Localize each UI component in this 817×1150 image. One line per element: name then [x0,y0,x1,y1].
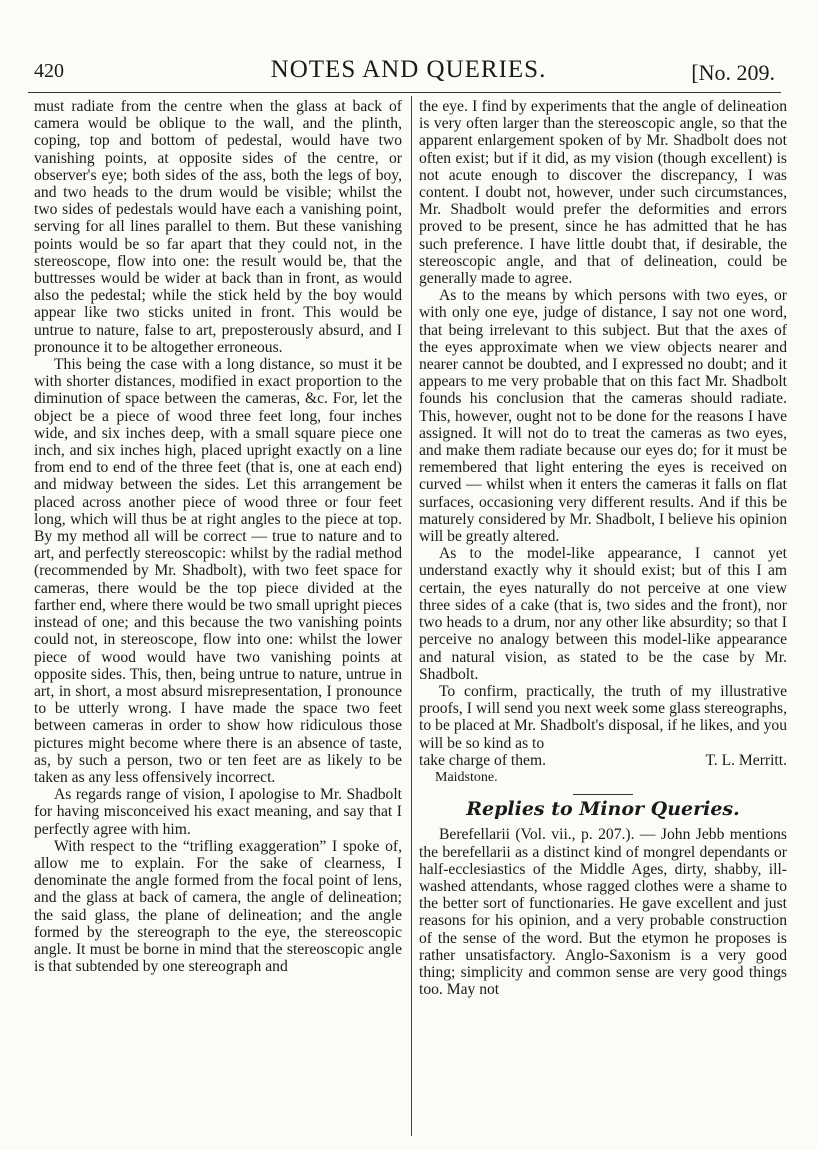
paragraph: the eye. I find by experiments that the angle of delineation is very often larger than the stereoscopic angle, so that the apparent enlargement spoken of by Mr. Shadbolt does not often exist; but if it did, as my vision (though excellent) is not acute enough to discover the discrepancy, I was content. I doubt not, however, under such circumstances, Mr. Shadbolt would prefer the deformities and errors proved to be present, since he has admitted that he has such preference. I have little doubt that, if desirable, the stereoscopic angle, and that of delineation, could be generally made to agree. [419,98,787,288]
paragraph: As to the model-like appearance, I cannot yet understand exactly why it should exist; but of this I am certain, the eyes naturally do not perceive at one view three sides of a cake (that is, two sides and the front), nor two heads to a drum, nor any other like absurdity; so that I perceive no analogy between this model-like appearance and natural vision, as stated to be the case by Mr. Shadbolt. [419,545,787,683]
header-rule [28,92,781,93]
section-heading: Replies to Minor Queries. [466,798,740,821]
paragraph: As regards range of vision, I apologise to Mr. Shadbolt for having misconceived his exact meaning, and say that I perfectly agree with him. [34,786,402,838]
right-column [419,98,787,998]
paragraph: must radiate from the centre when the glass at back of camera would be oblique to the wall, and the plinth, coping, top and bottom of pedestal, would have two vanishing points, at opposite sides of the centre, or observer's eye; both sides of the ass, both the legs of boy, and two heads to the drum would be visible; whilst the two sides of pedestals would have each a vanishing point, serving for all lines parallel to them. But these vanishing points would be so far apart that they could not, in the stereoscope, flow into one: the result would be, that the buttresses would be wider at back than in front, as would also the pedestal; while the stick held by the boy would appear like two sticks united in front. This would be untrue to nature, false to art, preposterously absurd, and I pronounce it to be altogether erroneous. [34,98,402,356]
page-header [28,52,789,92]
issue-number: [No. 209. [691,60,775,85]
paragraph: This being the case with a long distance, so must it be with shorter distances, modified in exact proportion to the diminution of space between the cameras, &c. For, let the object be a piece of wood three feet long, four inches wide, and six inches deep, with a small square piece one inch, and six inches high, placed upright exactly on a line from end to end of the three feet (that is, one at each end) and midway between the sides. Let this arrangement be placed across another piece of wood three or four feet long, which will thus be at right angles to the piece at top. By my method all will be correct — true to nature and to art, and perfectly stereoscopic: whilst by the radial method (recommended by Mr. Shadbolt), with two feet space for cameras, there would be the top piece divided at the farther end, where there would be two small upright pieces instead of one; and this because the two vanishing points could not, in stereoscope, flow into one: whilst the lower piece of wood would have two vanishing points at opposite sides. This, then, being untrue to nature, untrue in art, in short, a most absurd misrepresentation, I pronounce to be utterly wrong. I have made the space two feet between cameras in order to show how ridiculous those pictures might become where there is an absence of taste, as, by such a person, two or ten feet are as likely to be taken as any less offensively incorrect. [34,356,402,786]
journal-title: NOTES AND QUERIES. [270,56,547,83]
paragraph: Berefellarii (Vol. vii., p. 207.). — John Jebb mentions the berefellarii as a distinct kind of mongrel dependants or half-ecclesiastics of the Middle Ages, dirty, shabby, ill-washed attendants, whose ragged clothes were a shame to the better sort of functionaries. He gave excellent and just reasons for his opinion, and a very probable construction of the sense of the word. But the etymon he proposes is rather unsatisfactory. Anglo-Saxonism is a very good thing; simplicity and common sense are very good things too. May not [419,826,787,999]
section-divider [573,794,633,795]
paragraph: With respect to the “trifling exaggeration” I spoke of, allow me to explain. For the sake of clearness, I denominate the angle formed from the focal point of lens, and the glass at back of camera, the angle of delineation; the said glass, the plane of delineation; and the angle formed by the stereograph to the eye, the stereoscopic angle. It must be borne in mind that the stereoscopic angle is that subtended by one stereograph and [34,837,402,976]
paragraph: To confirm, practically, the truth of my illustrative proofs, I will send you next week some glass stereographs, to be placed at Mr. Shadbolt's disposal, if he likes, and you will be so kind as to [419,682,787,752]
author-signature: T. L. Merritt. [705,751,787,769]
page-number: 420 [34,60,64,82]
left-column [34,98,402,975]
place-name: Maidstone. [435,769,498,785]
column-divider [411,96,412,1136]
signature-line [419,752,787,769]
closing-text: take charge of them. [419,751,547,769]
paragraph: As to the means by which persons with two eyes, or with only one eye, judge of distance, I say not one word, that being irrelevant to this subject. But that the axes of the eyes approximate when we view objects nearer and nearer cannot be doubted, and I expressed no doubt; and it appears to me very probable that on this fact Mr. Shadbolt founds his conclusion that the cameras should radiate. This, however, ought not to be done for the reasons I have assigned. It will not do to treat the cameras as two eyes, and make them radiate because our eyes do; for it must be remembered that light entering the eyes is received on curved — whilst when it enters the cameras it falls on flat surfaces, occasioning very different results. And if this be maturely considered by Mr. Shadbolt, I believe his opinion will be greatly altered. [419,287,787,546]
